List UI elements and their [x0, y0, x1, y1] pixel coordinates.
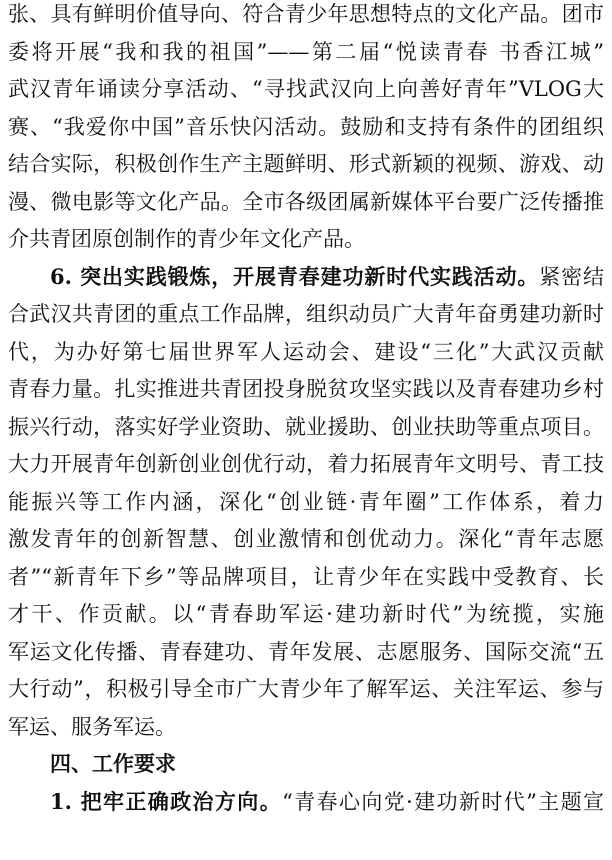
text-line	[8, 671, 604, 707]
body-text: 大力开展青年创新创业创优行动，着力拓展青年文明号、青工技	[8, 452, 604, 476]
body-text: 才干、作贡献。以“青春助军运·建功新时代”为统揽，实施	[8, 602, 604, 626]
body-text: 武汉青年诵读分享活动、“寻找武汉向上向善好青年”VLOG大	[8, 77, 604, 101]
text-line	[8, 596, 604, 632]
text-line	[8, 0, 604, 32]
body-text: 结合实际，积极创作生产主题鲜明、形式新颖的视频、游戏、动	[8, 152, 604, 176]
body-text: “青春心向党·建功新时代”主题宣	[282, 789, 604, 814]
text-line	[8, 446, 604, 482]
text-line	[8, 71, 604, 107]
body-text: 者”“新青年下乡”等品牌项目，让青少年在实践中受教育、长	[8, 564, 604, 589]
body-text: 介共青团原创制作的青少年文化产品。	[8, 227, 365, 251]
body-text: 代，为办好第七届世界军人运动会、建设“三化”大武汉贡献	[8, 339, 604, 364]
body-text: 张、具有鲜明价值导向、符合青少年思想特点的文化产品。团市	[8, 2, 604, 26]
section-heading-text: 四、工作要求	[50, 752, 176, 776]
text-line	[8, 484, 604, 520]
body-text: 激发青年的创新智慧、创业激情和创优动力。深化“青年志愿	[8, 527, 604, 551]
text-line	[8, 371, 604, 407]
text-line	[8, 634, 604, 670]
body-text: 紧密结	[539, 264, 604, 289]
body-text: 能振兴等工作内涵，深化“创业链·青年圈”工作体系，着力	[8, 489, 604, 514]
text-line	[8, 559, 604, 595]
text-line	[8, 146, 604, 182]
bold-lead-text: 6. 突出实践锻炼，开展青春建功新时代实践活动。	[50, 263, 540, 289]
bold-lead-text: 1. 把牢正确政治方向。	[50, 788, 283, 814]
text-line	[50, 259, 604, 295]
text-line	[8, 409, 604, 445]
text-line	[8, 709, 604, 745]
text-line	[8, 521, 604, 557]
section-heading	[50, 746, 604, 782]
text-line	[8, 184, 604, 220]
body-text: 合武汉共青团的重点工作品牌，组织动员广大青年奋勇建功新时	[8, 302, 604, 326]
text-line	[8, 109, 604, 145]
body-text: 军运文化传播、青春建功、青年发展、志愿服务、国际交流“五	[8, 639, 604, 664]
body-text: 大行动”，积极引导全市广大青少年了解军运、关注军运、参与	[8, 677, 604, 701]
body-text: 青春力量。扎实推进共青团投身脱贫攻坚实践以及青春建功乡村	[8, 377, 604, 401]
text-line	[50, 784, 604, 820]
body-text: 赛、“我爱你中国”音乐快闪活动。鼓励和支持有条件的团组织	[8, 114, 604, 139]
text-line	[8, 334, 604, 370]
text-line	[8, 296, 604, 332]
body-text: 漫、微电影等文化产品。全市各级团属新媒体平台要广泛传播推	[8, 189, 604, 214]
body-text: 军运、服务军运。	[8, 714, 176, 739]
text-line	[8, 221, 604, 257]
body-text: 振兴行动，落实好学业资助、就业援助、创业扶助等重点项目。	[8, 414, 604, 439]
body-text: 委将开展“我和我的祖国”——第二届“悦读青春 书香江城”	[8, 39, 604, 64]
text-line	[8, 34, 604, 70]
